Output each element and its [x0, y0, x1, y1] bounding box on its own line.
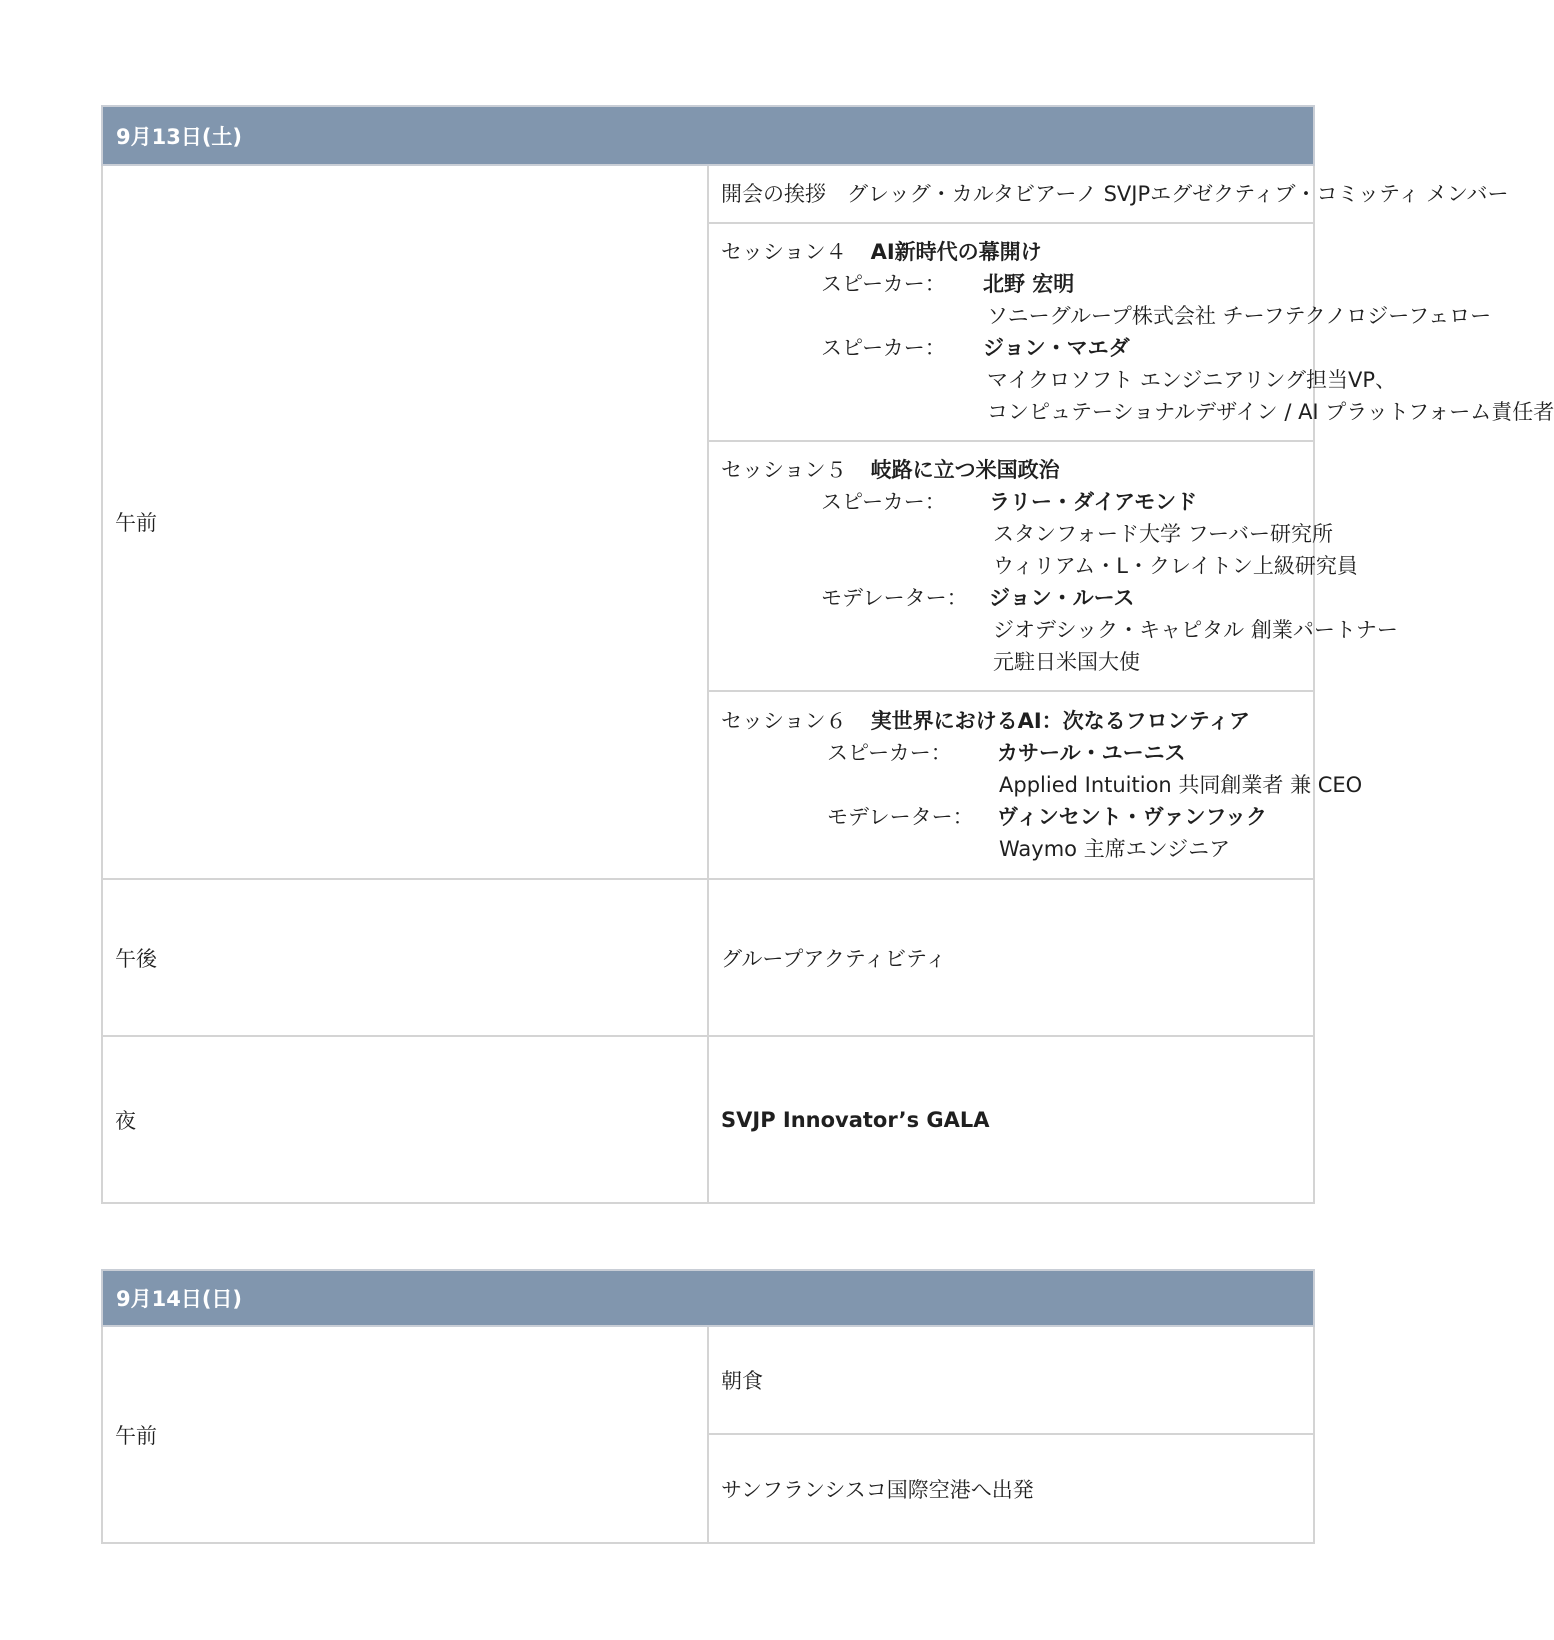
speaker-name: ラリー・ダイアモンド — [989, 490, 1198, 514]
session6-number: セッション６ — [721, 709, 847, 733]
session4-heading — [721, 236, 1313, 268]
speaker-name: カサール・ユーニス — [997, 741, 1186, 765]
day2-date-header: 9月14日(日) — [102, 1270, 1314, 1326]
session5-speaker — [721, 486, 1313, 518]
moderator-name: ジョン・ルース — [989, 586, 1135, 610]
moderator-label: モデレーター： — [821, 586, 968, 610]
speaker-label: スピーカー： — [821, 272, 946, 296]
moderator-affiliation: ジオデシック・キャピタル 創業パートナー — [993, 618, 1398, 642]
day1-morning-label: 午前 — [102, 165, 708, 879]
session5-title: 岐路に立つ米国政治 — [870, 458, 1060, 482]
speaker-label: スピーカー： — [821, 336, 946, 360]
speaker-affiliation: Applied Intuition 共同創業者 兼 CEO — [999, 773, 1363, 797]
speaker-affiliation: コンピュテーショナルデザイン / AI プラットフォーム責任者 — [987, 400, 1554, 424]
speaker-affiliation: ウィリアム・L・クレイトン上級研究員 — [993, 554, 1358, 578]
moderator-affiliation: Waymo 主席エンジニア — [999, 837, 1231, 861]
moderator-affiliation: 元駐日米国大使 — [993, 650, 1140, 674]
session6-heading — [721, 705, 1313, 737]
evening-event: SVJP Innovator’s GALA — [708, 1036, 1314, 1203]
opening-text: 開会の挨拶 グレッグ・カルタビアーノ SVJPエグゼクティブ・コミッティ メンバー — [721, 182, 1509, 206]
afternoon-activity: グループアクティビティ — [708, 879, 1314, 1036]
speaker-affiliation: ソニーグループ株式会社 チーフテクノロジーフェロー — [987, 304, 1492, 328]
day2-morning-label: 午前 — [102, 1326, 708, 1543]
speaker-name: 北野 宏明 — [983, 272, 1075, 296]
session6-moderator — [721, 801, 1313, 833]
speaker-label: スピーカー： — [827, 741, 952, 765]
day1-afternoon-label: 午後 — [102, 879, 708, 1036]
session5-heading — [721, 454, 1313, 486]
moderator-name: ヴィンセント・ヴァンフック — [997, 805, 1268, 829]
opening-remarks — [708, 165, 1509, 223]
session5-cell — [708, 441, 1398, 691]
session4-speaker1 — [721, 268, 1313, 300]
moderator-label: モデレーター： — [827, 805, 974, 829]
speaker-name: ジョン・マエダ — [983, 336, 1130, 360]
session4-title: AI新時代の幕開け — [870, 240, 1042, 264]
session5-number: セッション５ — [721, 458, 847, 482]
speaker-affiliation: スタンフォード大学 フーバー研究所 — [993, 522, 1333, 546]
session6-title: 実世界におけるAI：次なるフロンティア — [870, 709, 1250, 733]
session4-cell — [708, 223, 1554, 441]
day1-evening-label: 夜 — [102, 1036, 708, 1203]
session6-cell — [708, 691, 1363, 879]
day2-schedule-table — [101, 1269, 1315, 1544]
session4-speaker2 — [721, 332, 1313, 364]
session5-moderator — [721, 582, 1313, 614]
departure-item: サンフランシスコ国際空港へ出発 — [708, 1434, 1314, 1543]
speaker-label: スピーカー： — [821, 490, 946, 514]
speaker-affiliation: マイクロソフト エンジニアリング担当VP、 — [987, 368, 1397, 392]
day1-date-header: 9月13日(土) — [102, 106, 1314, 165]
day1-schedule-table — [101, 105, 1554, 1204]
session6-speaker — [721, 737, 1313, 769]
breakfast-item: 朝食 — [708, 1326, 1314, 1434]
session4-number: セッション４ — [721, 240, 847, 264]
